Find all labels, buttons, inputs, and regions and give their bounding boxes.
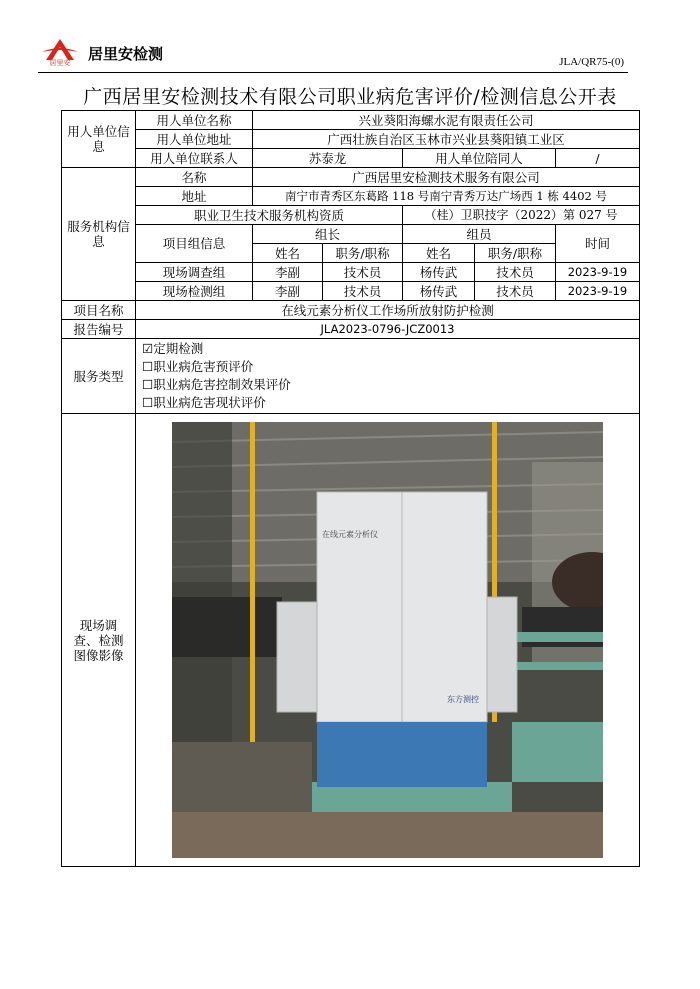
team-info-label: 项目组信息 [136, 225, 253, 263]
employer-escort: / [556, 149, 640, 168]
unchecked-box-icon: ☐ [142, 395, 154, 410]
service-option-pre-assessment [142, 358, 637, 376]
team-group: 现场调查组 [136, 263, 253, 282]
document-number: JLA/QR75-(0) [559, 56, 624, 68]
team-date: 2023-9-19 [556, 282, 640, 301]
team-member: 杨传武 [403, 282, 475, 301]
site-photo-row [62, 414, 640, 867]
site-photo-label: 现场调查、检测图像影像 [62, 414, 136, 867]
team-leader: 李副 [253, 282, 323, 301]
disclosure-table [61, 110, 640, 867]
brand-name: 居里安检测 [88, 45, 164, 63]
cabinet-label: 在线元素分析仪 [322, 530, 378, 539]
employer-name-row [62, 111, 640, 130]
company-logo [38, 38, 82, 66]
org-name: 广西居里安检测技术服务有限公司 [253, 168, 640, 187]
header-divider [38, 72, 628, 73]
site-photo [172, 422, 603, 858]
org-name-row [62, 168, 640, 187]
org-qualification-label: 职业卫生技术服务机构资质 [136, 206, 403, 225]
org-address-row [62, 187, 640, 206]
project-name-label: 项目名称 [62, 301, 136, 320]
service-option-label: 职业病危害现状评价 [153, 395, 266, 410]
checked-box-icon: ☑ [142, 341, 154, 356]
time-header: 时间 [556, 225, 640, 263]
team-date: 2023-9-19 [556, 263, 640, 282]
employer-address: 广西壮族自治区玉林市兴业县葵阳镇工业区 [253, 130, 640, 149]
service-option-periodic [142, 340, 637, 358]
org-address: 南宁市青秀区东葛路 118 号南宁青秀万达广场西 1 栋 4402 号 [253, 187, 640, 206]
member-header: 组员 [403, 225, 556, 244]
org-qualification-row [62, 206, 640, 225]
employer-contact: 苏泰龙 [253, 149, 403, 168]
report-number-row [62, 320, 640, 339]
employer-escort-label: 用人单位陪同人 [403, 149, 556, 168]
service-type-row [62, 339, 640, 414]
cabinet-brand: 东方测控 [447, 695, 479, 704]
team-header-row [62, 225, 640, 244]
logo-text: 居里安 [49, 59, 71, 66]
site-photo-cell [136, 414, 640, 867]
unchecked-box-icon: ☐ [142, 359, 154, 374]
project-name-row [62, 301, 640, 320]
leader-header: 组长 [253, 225, 403, 244]
team-leader: 李副 [253, 263, 323, 282]
employer-name-label: 用人单位名称 [136, 111, 253, 130]
org-name-label: 名称 [136, 168, 253, 187]
service-option-label: 职业病危害控制效果评价 [153, 377, 291, 392]
member-name-header: 姓名 [403, 244, 475, 263]
project-name: 在线元素分析仪工作场所放射防护检测 [136, 301, 640, 320]
team-leader-title: 技术员 [323, 282, 403, 301]
employer-section-label: 用人单位信息 [62, 111, 136, 168]
report-number: JLA2023-0796-JCZ0013 [136, 320, 640, 339]
team-group: 现场检测组 [136, 282, 253, 301]
employer-name: 兴业葵阳海螺水泥有限责任公司 [253, 111, 640, 130]
team-row [62, 282, 640, 301]
page-header [38, 38, 628, 66]
org-section-label: 服务机构信息 [62, 168, 136, 301]
service-option-label: 定期检测 [153, 341, 204, 356]
team-row [62, 263, 640, 282]
team-member: 杨传武 [403, 263, 475, 282]
service-option-control-assessment [142, 376, 637, 394]
team-member-title: 技术员 [475, 282, 556, 301]
team-leader-title: 技术员 [323, 263, 403, 282]
service-type-options [136, 339, 640, 414]
unchecked-box-icon: ☐ [142, 377, 154, 392]
service-option-status-assessment [142, 394, 637, 412]
employer-address-row [62, 130, 640, 149]
service-type-label: 服务类型 [62, 339, 136, 414]
org-qualification: （桂）卫职技字（2022）第 027 号 [403, 206, 640, 225]
leader-name-header: 姓名 [253, 244, 323, 263]
page-title: 广西居里安检测技术有限公司职业病危害评价/检测信息公开表 [83, 86, 617, 108]
employer-contact-label: 用人单位联系人 [136, 149, 253, 168]
employer-contact-row [62, 149, 640, 168]
service-option-label: 职业病危害预评价 [153, 359, 254, 374]
leader-title-header: 职务/职称 [323, 244, 403, 263]
team-member-title: 技术员 [475, 263, 556, 282]
member-title-header: 职务/职称 [475, 244, 556, 263]
org-address-label: 地址 [136, 187, 253, 206]
employer-address-label: 用人单位地址 [136, 130, 253, 149]
report-number-label: 报告编号 [62, 320, 136, 339]
